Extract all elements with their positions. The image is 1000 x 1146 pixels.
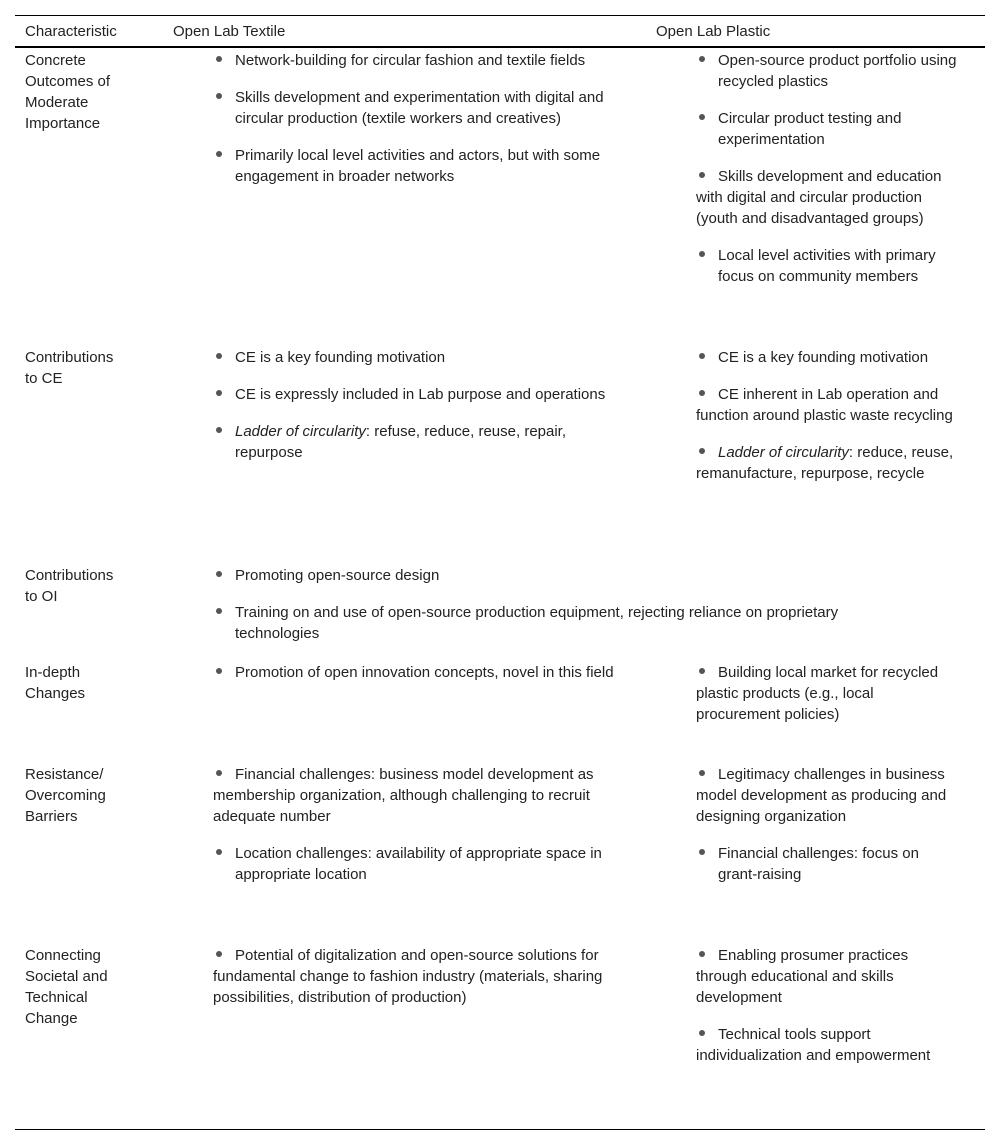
bullet-item: Enabling prosumer practices through educational and skills development <box>696 947 909 1006</box>
row-label-line: Barriers <box>25 808 78 825</box>
bullet-item: CE inherent in Lab operation and function around plastic waste recycling <box>696 386 953 424</box>
bullet-icon <box>216 770 222 776</box>
bullet-item: Financial challenges: business model development as membership organization, although challenging to recruit adequate number <box>213 766 594 825</box>
bullet-icon <box>699 172 705 178</box>
header-open-lab-plastic: Open Lab Plastic <box>656 23 771 40</box>
bullet-item: CE is a key founding motivation <box>696 347 958 368</box>
bullet-item: Network-building for circular fashion and textile fields <box>213 50 618 71</box>
plastic-cell-concrete-outcomes <box>696 50 958 287</box>
bullet-item: Open-source product portfolio using recycled plastics <box>696 50 958 92</box>
bullet-item: Technical tools support individualization and empowerment <box>696 1026 931 1064</box>
row-label-line: to CE <box>25 370 63 387</box>
bullet-item: CE is expressly included in Lab purpose and operations <box>213 384 618 405</box>
header-characteristic: Characteristic <box>25 23 117 40</box>
row-label-connecting-change <box>25 945 155 1029</box>
bullet-icon <box>699 849 705 855</box>
bullet-icon <box>216 668 222 674</box>
bullet-icon <box>699 668 705 674</box>
bullet-item: Skills development and experimentation with digital and circular production (textile workers and creatives) <box>213 87 618 129</box>
plastic-cell-in-depth-changes <box>696 662 958 725</box>
bullet-icon <box>699 56 705 62</box>
table-top-rule <box>15 15 985 16</box>
bullet-icon <box>699 770 705 776</box>
bullet-icon <box>216 608 222 614</box>
bullet-icon <box>216 56 222 62</box>
row-label-line: In-depth <box>25 664 81 681</box>
bullet-icon <box>699 390 705 396</box>
bullet-icon <box>216 151 222 157</box>
bullet-item: CE is a key founding motivation <box>213 347 618 368</box>
row-label-line: Outcomes of <box>25 73 111 90</box>
bullet-icon <box>699 353 705 359</box>
textile-cell-in-depth-changes <box>213 662 618 683</box>
bullet-item: Local level activities with primary focus on community members <box>696 245 958 287</box>
header-open-lab-textile: Open Lab Textile <box>173 23 286 40</box>
row-label-line: Contributions <box>25 567 114 584</box>
row-label-line: Contributions <box>25 349 114 366</box>
plastic-cell-connecting-change <box>696 945 958 1066</box>
plastic-cell-resistance-barriers <box>696 764 958 885</box>
shared-cell-contributions-oi <box>213 565 913 644</box>
row-label-line: Importance <box>25 115 101 132</box>
bullet-icon <box>699 251 705 257</box>
textile-cell-resistance-barriers <box>213 764 618 885</box>
bullet-icon <box>216 353 222 359</box>
bullet-item: Promoting open-source design <box>213 565 913 586</box>
textile-cell-contributions-ce <box>213 347 618 463</box>
row-label-line: Connecting <box>25 947 101 964</box>
row-label-contributions-oi <box>25 565 155 607</box>
bullet-item: Location challenges: availability of appropriate space in appropriate location <box>213 843 618 885</box>
table-header-rule <box>15 46 985 48</box>
row-label-line: Resistance/ <box>25 766 104 783</box>
row-label-line: Technical <box>25 989 88 1006</box>
bullet-icon <box>216 427 222 433</box>
table-bottom-rule <box>15 1129 985 1130</box>
bullet-item: Legitimacy challenges in business model development as producing and designing organization <box>696 766 947 825</box>
bullet-icon <box>216 571 222 577</box>
row-label-contributions-ce <box>25 347 155 389</box>
bullet-icon <box>216 390 222 396</box>
row-label-line: Change <box>25 1010 78 1027</box>
textile-cell-connecting-change <box>213 945 618 1008</box>
bullet-icon <box>216 951 222 957</box>
bullet-item: Ladder of circularity: reduce, reuse, remanufacture, repurpose, recycle <box>696 444 954 482</box>
row-label-concrete-outcomes <box>25 50 155 134</box>
bullet-icon <box>216 849 222 855</box>
row-label-line: Moderate <box>25 94 89 111</box>
bullet-item: Financial challenges: focus on grant-raising <box>696 843 958 885</box>
bullet-item: Circular product testing and experimentation <box>696 108 958 150</box>
row-label-line: Changes <box>25 685 86 702</box>
bullet-item: Primarily local level activities and actors, but with some engagement in broader networks <box>213 145 618 187</box>
row-label-line: Concrete <box>25 52 86 69</box>
bullet-icon <box>699 114 705 120</box>
bullet-item: Skills development and education with digital and circular production (youth and disadvantaged groups) <box>696 168 942 227</box>
row-label-resistance-barriers <box>25 764 155 827</box>
bullet-item: Promotion of open innovation concepts, novel in this field <box>213 662 618 683</box>
bullet-item: Training on and use of open-source production equipment, rejecting reliance on proprietary technologies <box>213 602 913 644</box>
bullet-icon <box>699 448 705 454</box>
bullet-icon <box>216 93 222 99</box>
bullet-icon <box>699 1030 705 1036</box>
bullet-item: Potential of digitalization and open-source solutions for fundamental change to fashion industry (materials, sharing possibilities, distribution of production) <box>213 947 603 1006</box>
row-label-in-depth-changes <box>25 662 155 704</box>
bullet-item: Ladder of circularity: refuse, reduce, reuse, repair, repurpose <box>213 421 618 463</box>
bullet-item: Building local market for recycled plastic products (e.g., local procurement policies) <box>696 664 939 723</box>
bullet-icon <box>699 951 705 957</box>
row-label-line: to OI <box>25 588 58 605</box>
row-label-line: Societal and <box>25 968 108 985</box>
row-label-line: Overcoming <box>25 787 106 804</box>
plastic-cell-contributions-ce <box>696 347 958 484</box>
textile-cell-concrete-outcomes <box>213 50 618 187</box>
